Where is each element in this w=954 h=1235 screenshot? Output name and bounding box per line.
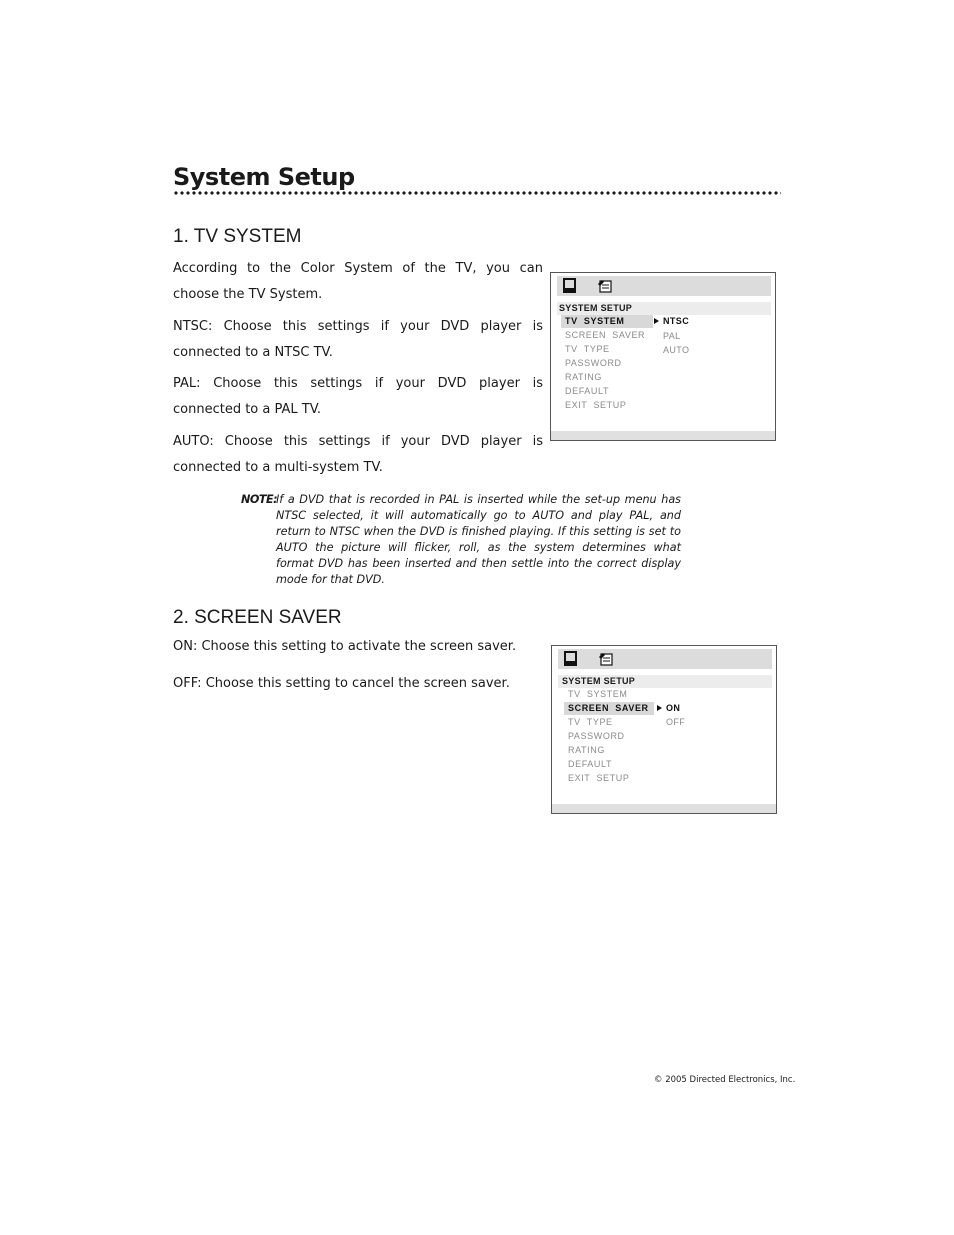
section-heading-screen-saver: 2. SCREEN SAVER <box>173 607 342 628</box>
osd-menu-tv-system <box>550 272 776 441</box>
note <box>241 492 681 588</box>
selection-arrow-icon <box>657 705 662 711</box>
paragraph-pal: PAL: Choose this settings if your DVD player is connected to a PAL TV. <box>173 376 543 417</box>
paragraph-auto: AUTO: Choose this settings if your DVD player is connected to a multi-system TV. <box>173 434 543 475</box>
note-label: NOTE: <box>241 493 278 506</box>
section-heading-tv-system: 1. TV SYSTEM <box>173 226 302 247</box>
osd-item-password[interactable]: PASSWORD <box>565 358 622 368</box>
osd-option-ntsc[interactable]: NTSC <box>663 316 690 326</box>
osd-footer-bar <box>551 431 775 440</box>
osd-item-rating[interactable]: RATING <box>565 372 602 382</box>
osd-option-auto[interactable]: AUTO <box>663 345 690 355</box>
note-text: If a DVD that is recorded in PAL is inserted while the set-up menu has NTSC selected, it will automatically go to AUTO and play PAL, and return to NTSC when the DVD is finished playing. If this setting is set to AUTO the picture will flicker, roll, as the system determines what format DVD has been inserted and then settle into the correct display mode for that DVD. <box>276 493 681 586</box>
osd-item-default[interactable]: DEFAULT <box>565 386 610 396</box>
settings-page-icon <box>598 651 614 667</box>
osd-item-exit-setup[interactable]: EXIT SETUP <box>565 400 627 410</box>
osd-item-password[interactable]: PASSWORD <box>568 731 625 741</box>
osd-item-screen-saver[interactable]: SCREEN SAVER <box>565 330 646 340</box>
monitor-icon <box>564 651 578 667</box>
osd-item-screen-saver[interactable]: SCREEN SAVER <box>568 703 649 713</box>
osd-item-tv-system[interactable]: TV SYSTEM <box>568 689 628 699</box>
page-title: System Setup <box>173 163 355 191</box>
osd-title: SYSTEM SETUP <box>562 676 636 686</box>
osd-option-on[interactable]: ON <box>666 703 681 713</box>
paragraph-ntsc: NTSC: Choose this settings if your DVD player is connected to a NTSC TV. <box>173 319 543 360</box>
osd-item-tv-system[interactable]: TV SYSTEM <box>565 316 625 326</box>
selection-arrow-icon <box>654 318 659 324</box>
osd-option-off[interactable]: OFF <box>666 717 686 727</box>
settings-page-icon <box>597 278 613 294</box>
osd-menu-screen-saver <box>551 645 777 814</box>
osd-option-pal[interactable]: PAL <box>663 331 681 341</box>
title-dotted-rule <box>173 191 781 195</box>
osd-item-default[interactable]: DEFAULT <box>568 759 613 769</box>
osd-title: SYSTEM SETUP <box>559 303 633 313</box>
osd-item-tv-type[interactable]: TV TYPE <box>565 344 610 354</box>
monitor-icon <box>563 278 577 294</box>
paragraph-intro: According to the Color System of the TV, you can choose the TV System. <box>173 261 543 302</box>
paragraph-off: OFF: Choose this setting to cancel the screen saver. <box>173 676 510 691</box>
osd-item-exit-setup[interactable]: EXIT SETUP <box>568 773 630 783</box>
paragraph-on: ON: Choose this setting to activate the screen saver. <box>173 639 517 654</box>
osd-item-rating[interactable]: RATING <box>568 745 605 755</box>
osd-icon-bar <box>557 276 771 296</box>
osd-footer-bar <box>552 804 776 813</box>
osd-icon-bar <box>558 649 772 669</box>
osd-item-tv-type[interactable]: TV TYPE <box>568 717 613 727</box>
copyright-notice: © 2005 Directed Electronics, Inc. <box>654 1075 796 1085</box>
